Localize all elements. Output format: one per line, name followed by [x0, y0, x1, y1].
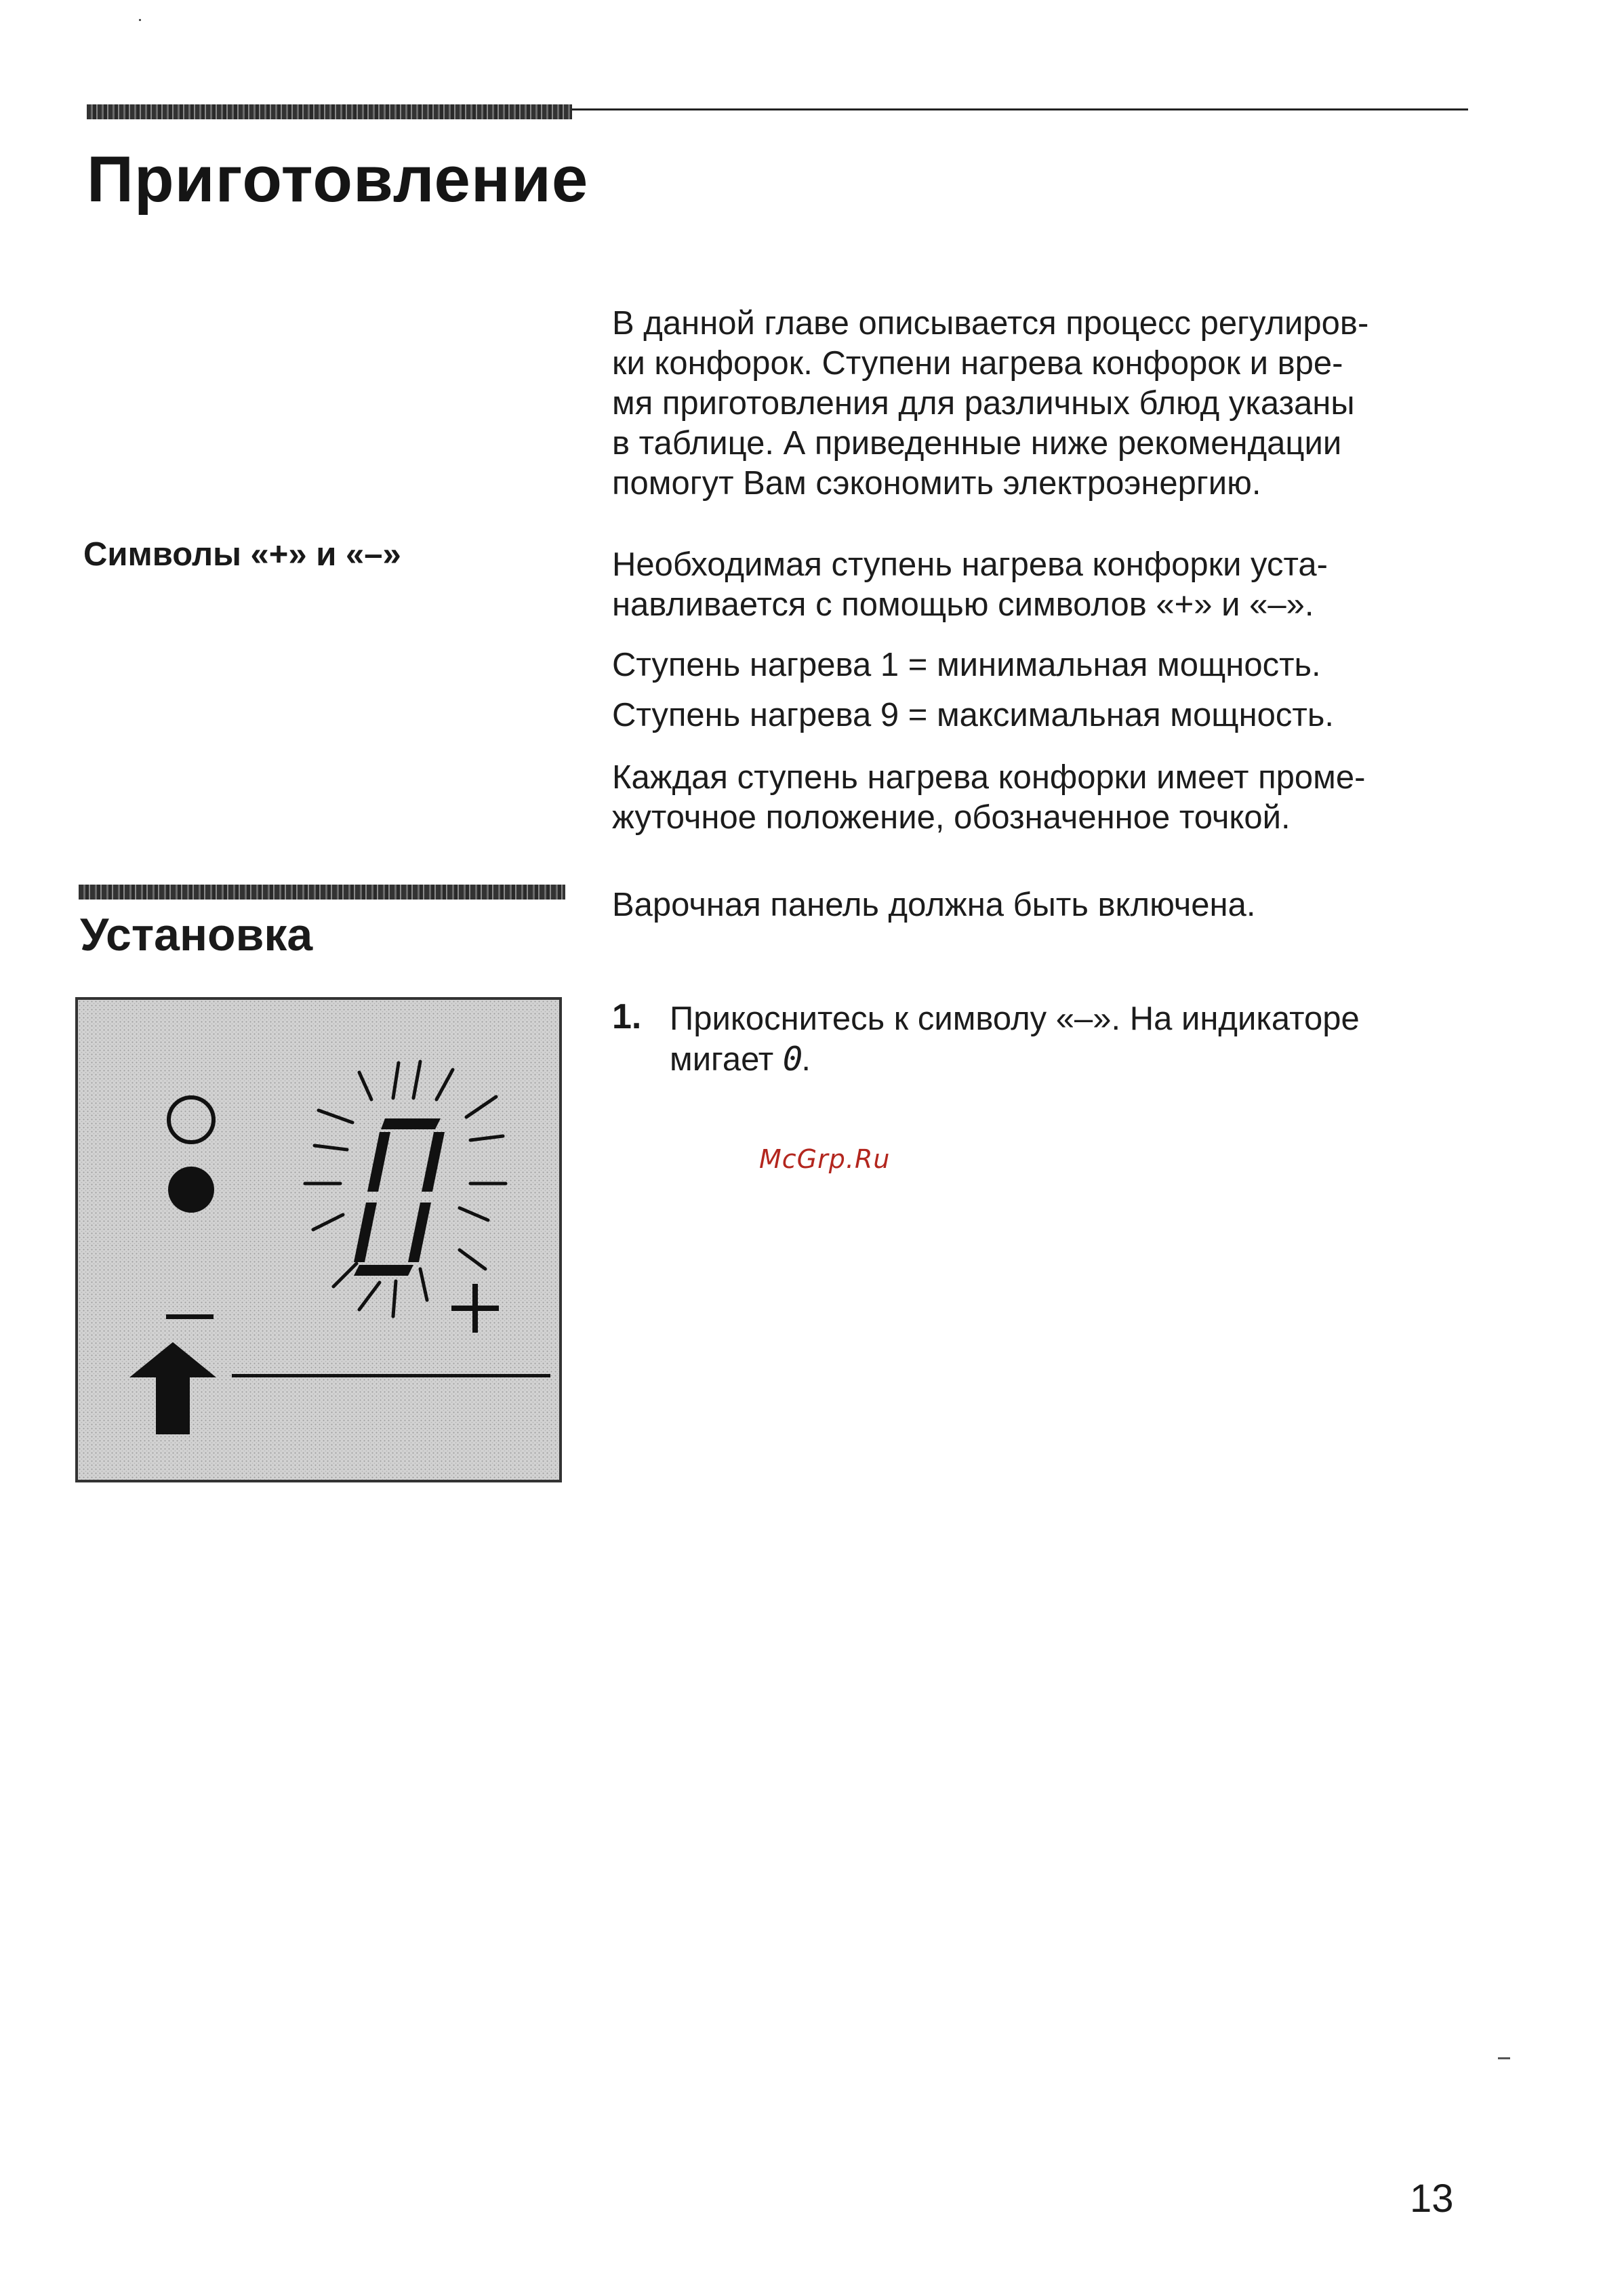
symbols-paragraph — [612, 545, 1476, 625]
intermediate-paragraph — [612, 758, 1476, 838]
control-panel-figure — [75, 996, 563, 1483]
intro-line: В данной главе описывается процесс регулиров- — [612, 305, 1369, 342]
precondition-text: Варочная панель должна быть включена. — [612, 887, 1256, 923]
setup-heading: Установка — [80, 909, 313, 961]
max-power-line: Ступень нагрева 9 = максимальная мощность. — [612, 697, 1334, 733]
intro-line: ки конфорок. Ступени нагрева конфорок и вре- — [612, 345, 1343, 382]
intro-line: помогут Вам сэкономить электроэнергию. — [612, 465, 1261, 502]
step-line — [670, 1039, 1483, 1080]
minus-symbol-icon — [166, 1314, 214, 1319]
header-rule-bar — [87, 104, 572, 119]
symbols-line: навливается с помощью символов «+» и «–». — [612, 586, 1314, 623]
symbols-line: Необходимая ступень нагрева конфорки уста- — [612, 546, 1328, 583]
intermediate-line: жуточное положение, обозначенное точкой. — [612, 799, 1291, 836]
intermediate-line: Каждая ступень нагрева конфорки имеет проме- — [612, 759, 1366, 796]
intro-line: мя приготовления для различных блюд указаны — [612, 385, 1355, 422]
control-panel-illustration — [75, 996, 563, 1483]
min-power-line: Ступень нагрева 1 = минимальная мощность. — [612, 647, 1321, 683]
step-line: Прикоснитесь к символу «–». На индикаторе — [670, 1001, 1360, 1037]
section-rule-bar — [79, 885, 565, 900]
intro-paragraph — [612, 304, 1476, 504]
step-line-prefix: мигает — [670, 1041, 783, 1078]
intro-line: в таблице. А приведенные ниже рекомендации — [612, 425, 1342, 462]
status-light-on-icon — [168, 1167, 214, 1213]
page-title: Приготовление — [87, 143, 589, 216]
step-text — [670, 999, 1483, 1080]
figure-frame — [77, 998, 561, 1481]
scan-speck — [139, 19, 141, 21]
step-number: 1. — [612, 997, 642, 1036]
watermark-link[interactable]: McGrp.Ru — [759, 1144, 891, 1174]
scan-speck — [1498, 2057, 1510, 2059]
control-slider-line — [232, 1374, 550, 1377]
page-number: 13 — [1410, 2177, 1454, 2221]
display-digit-glyph: 0 — [782, 1040, 802, 1078]
step-line-suffix: . — [801, 1041, 811, 1078]
symbols-heading: Символы «+» и «–» — [83, 536, 401, 573]
